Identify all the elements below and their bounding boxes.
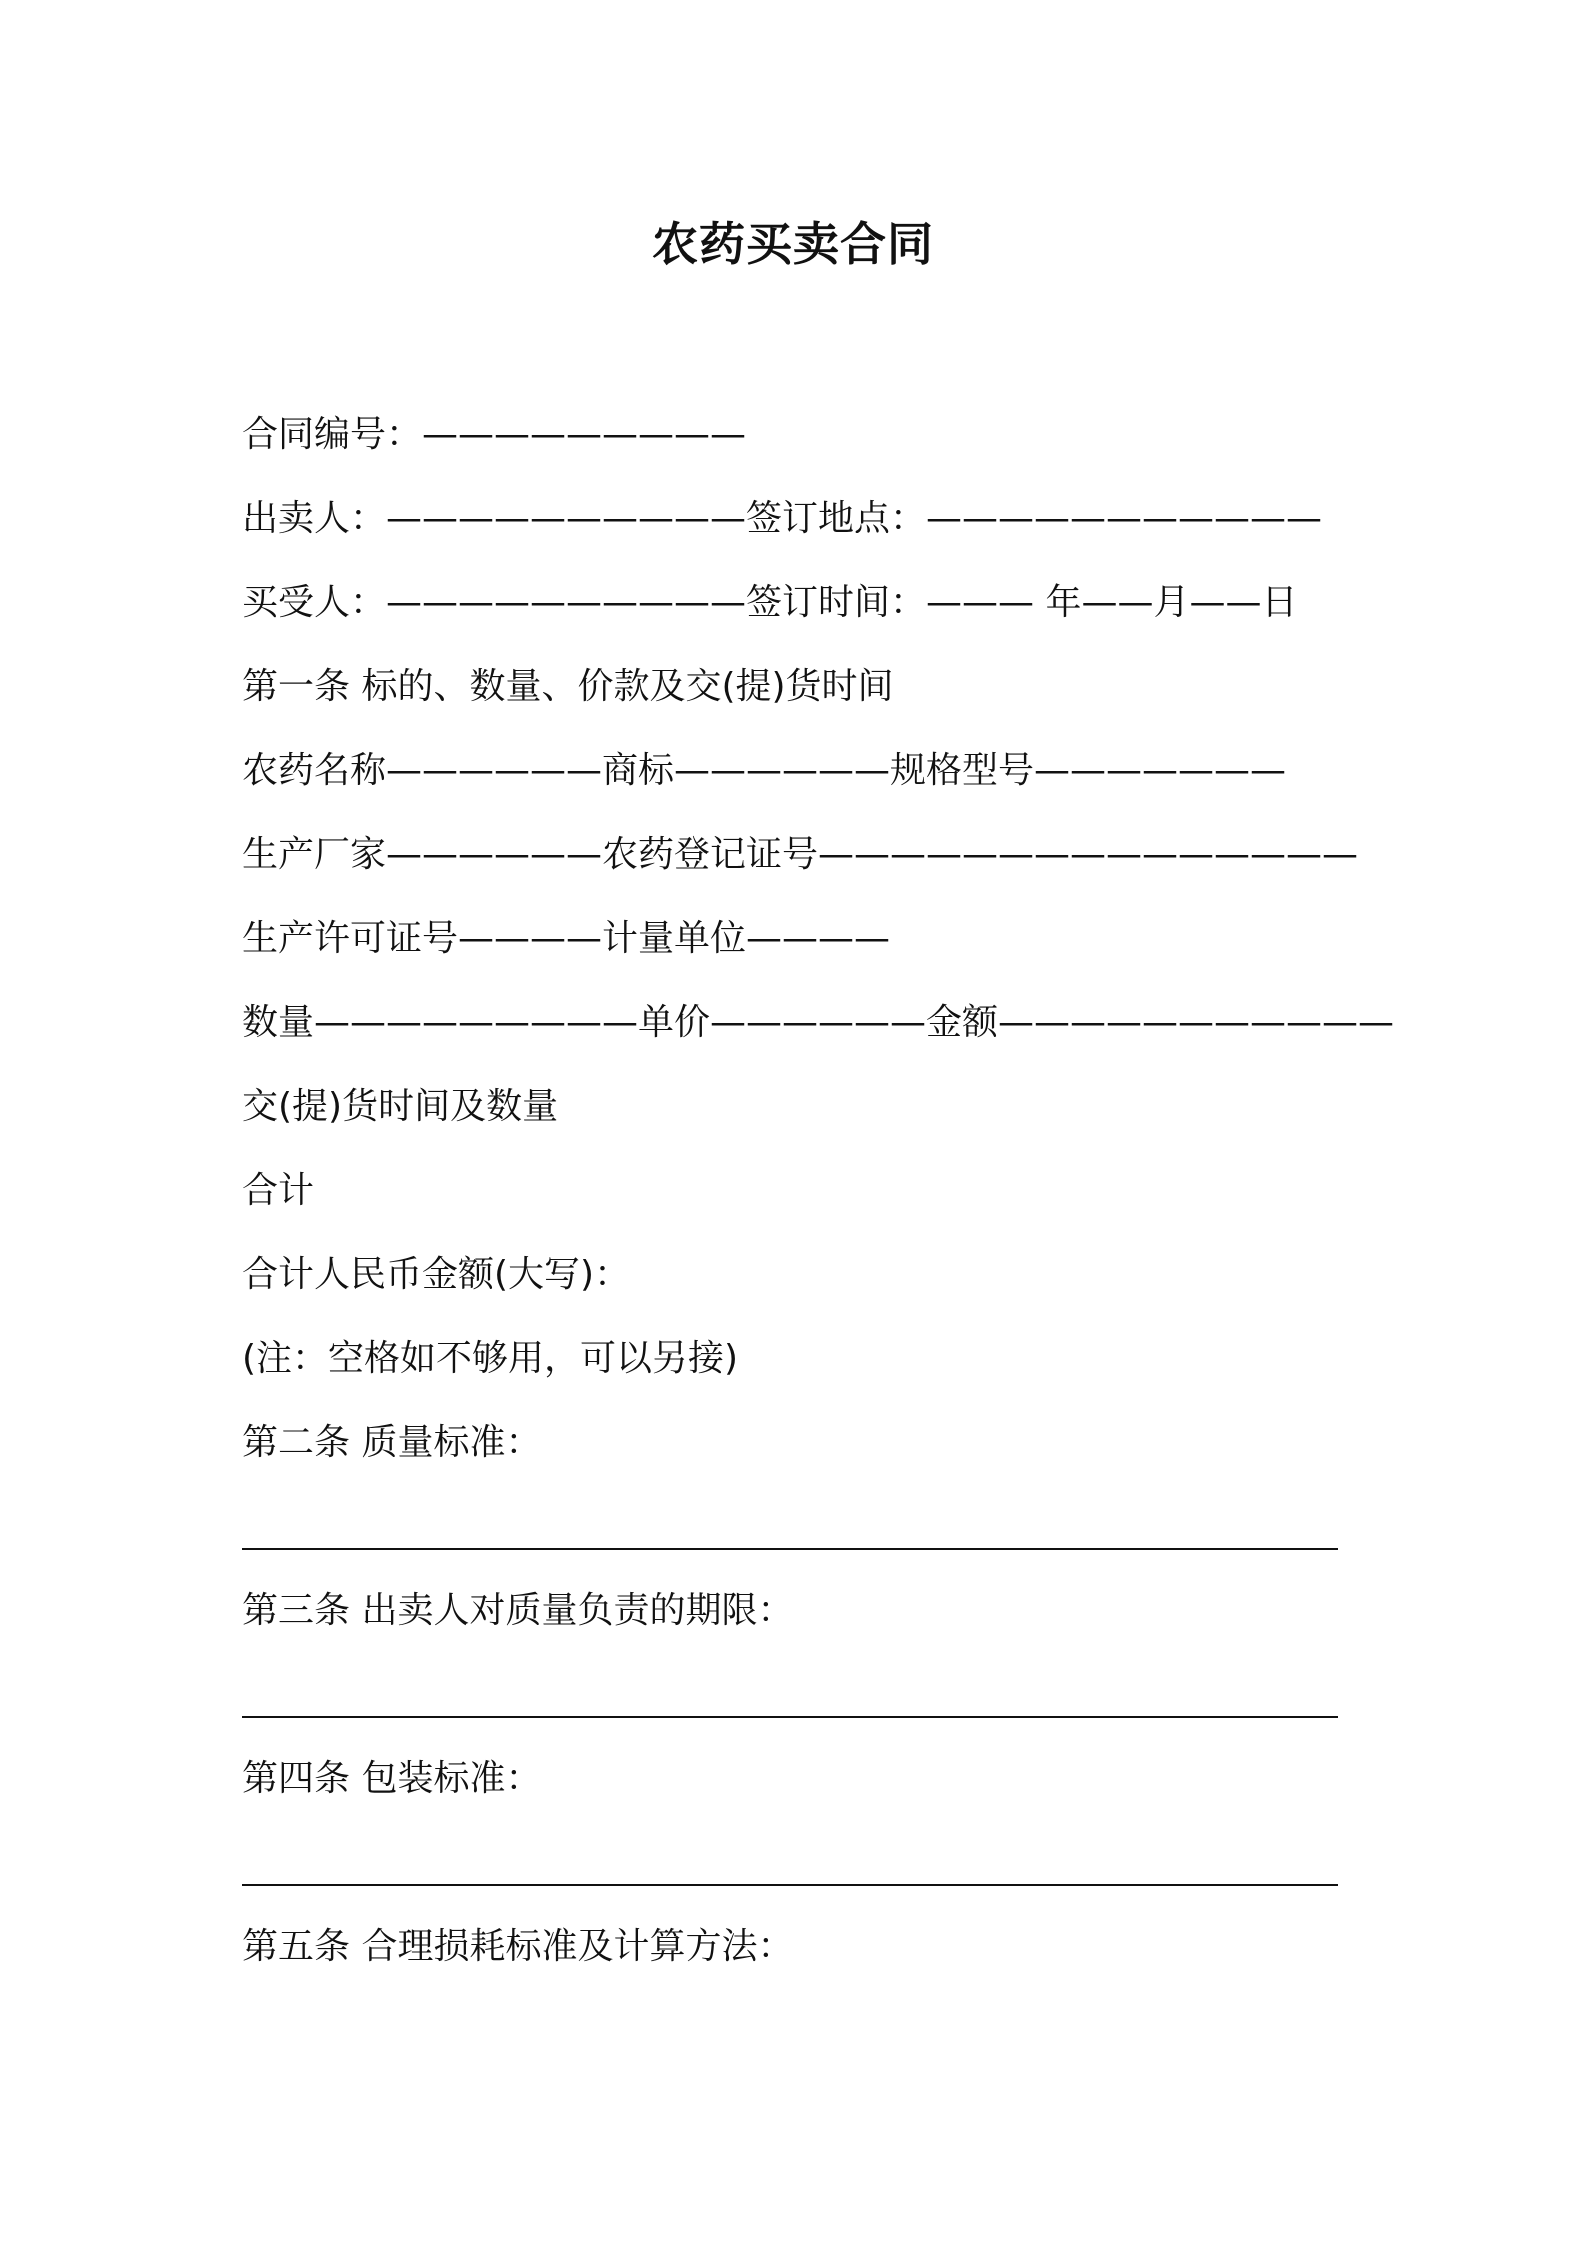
article-1-heading: 第一条 标的、数量、价款及交(提)货时间 xyxy=(242,666,894,707)
manufacturer-line: 生产厂家——————农药登记证号——————————————— xyxy=(242,834,1359,875)
article-4-heading: 第四条 包装标准： xyxy=(242,1758,542,1799)
document-title: 农药买卖合同 xyxy=(652,217,934,271)
fill-in-rule xyxy=(242,1716,1338,1718)
article-5-heading: 第五条 合理损耗标准及计算方法： xyxy=(242,1926,794,1967)
delivery-time-line: 交(提)货时间及数量 xyxy=(242,1086,559,1127)
note-line: (注：空格如不够用，可以另接) xyxy=(242,1338,739,1379)
article-3-heading: 第三条 出卖人对质量负责的期限： xyxy=(242,1590,794,1631)
fill-in-rule xyxy=(242,1884,1338,1886)
buyer-line: 买受人：——————————签订时间：——— 年——月——日 xyxy=(242,582,1298,623)
contract-number-line: 合同编号：————————— xyxy=(242,414,747,455)
total-rmb-line: 合计人民币金额(大写)： xyxy=(242,1254,631,1295)
article-2-heading: 第二条 质量标准： xyxy=(242,1422,542,1463)
quantity-line: 数量—————————单价——————金额——————————— xyxy=(242,1002,1394,1043)
seller-line: 出卖人：——————————签订地点：——————————— xyxy=(242,498,1323,539)
license-line: 生产许可证号————计量单位———— xyxy=(242,918,891,959)
fill-in-rule xyxy=(242,1548,1338,1550)
pesticide-name-line: 农药名称——————商标——————规格型号——————— xyxy=(242,750,1287,791)
total-line: 合计 xyxy=(242,1170,315,1211)
